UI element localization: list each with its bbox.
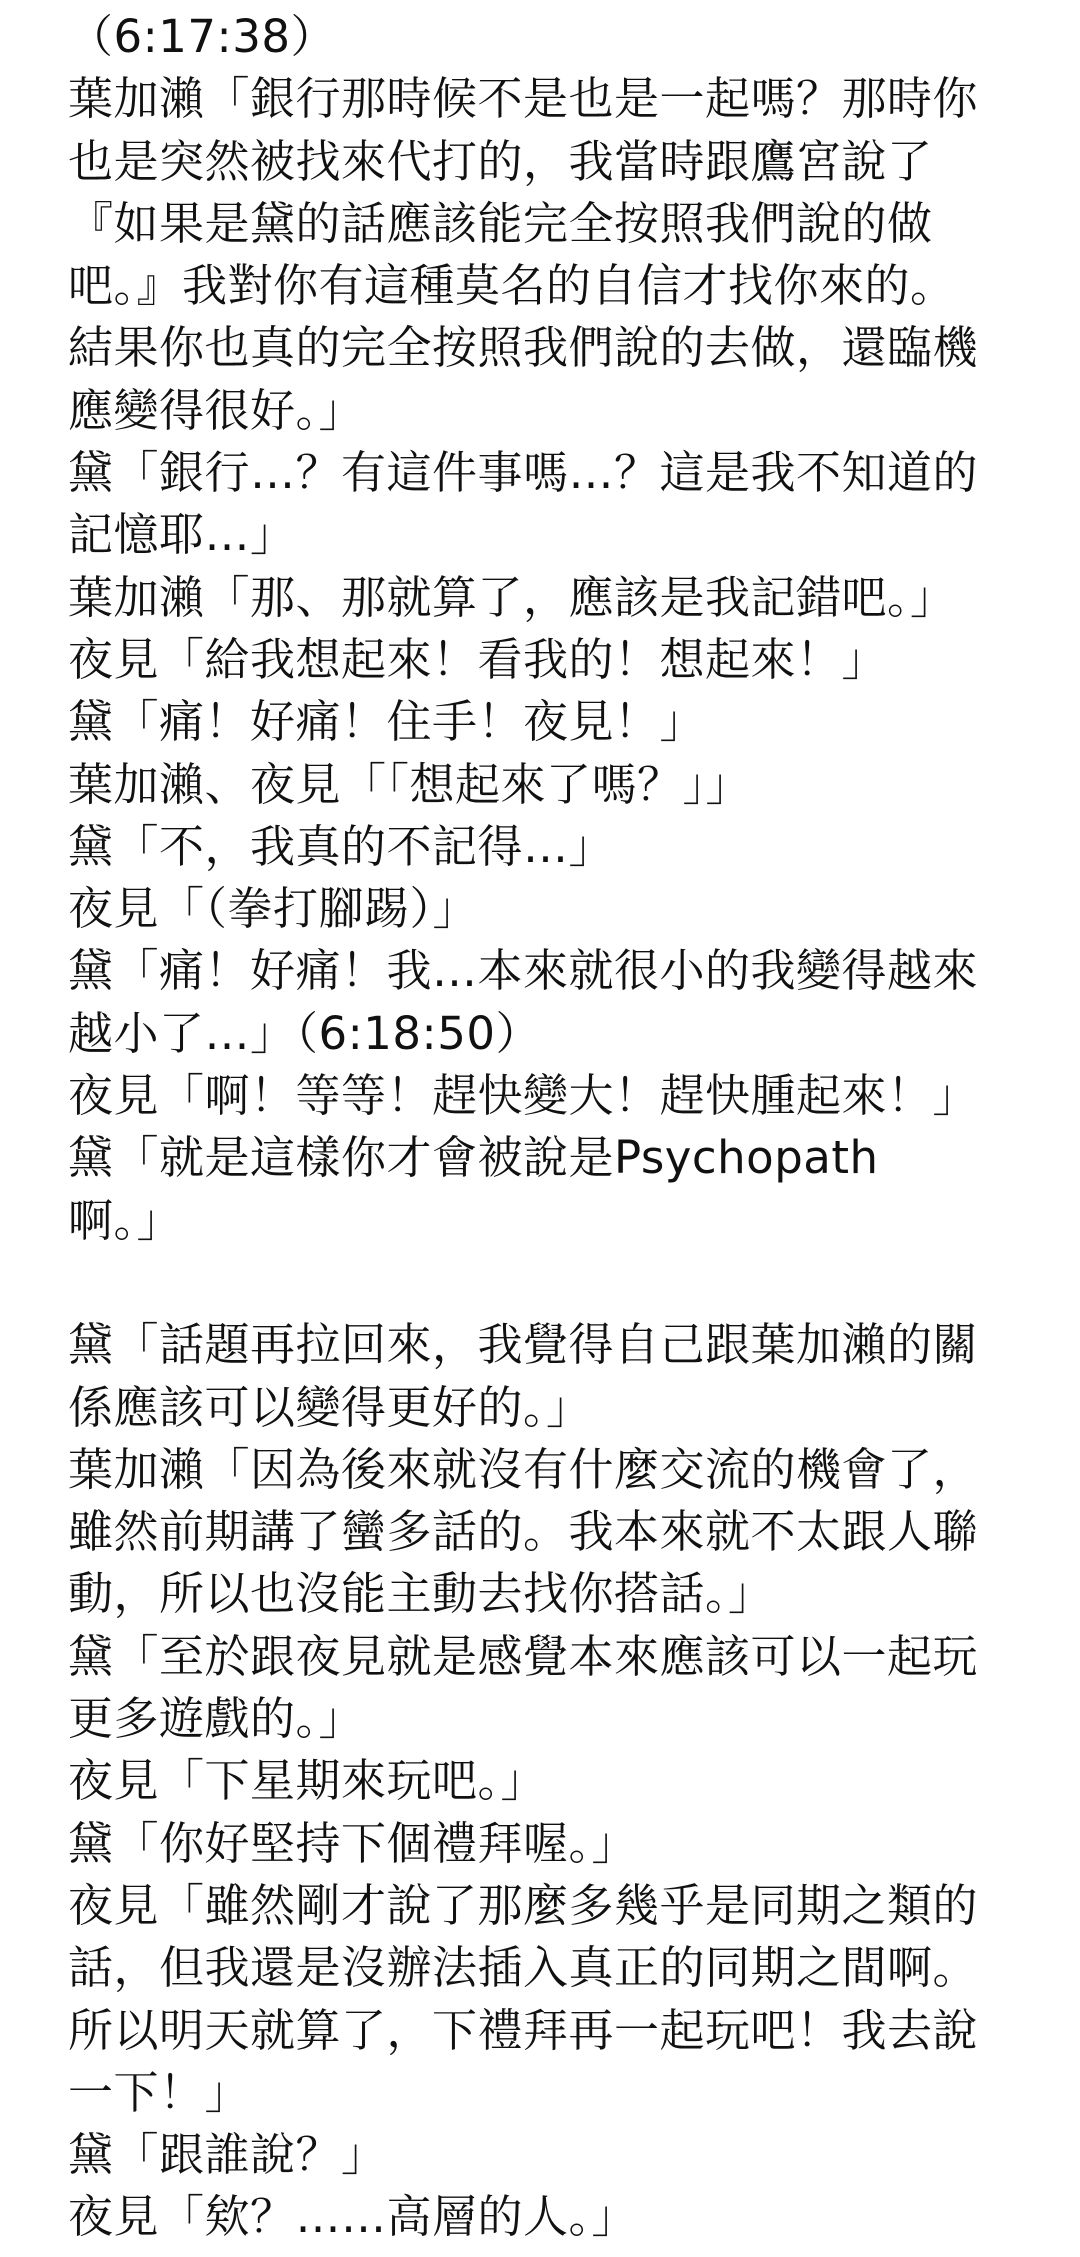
dialogue-line: 應變得很好。」 — [68, 383, 365, 437]
dialogue-line: 記憶耶…」 — [68, 508, 296, 562]
dialogue-line: 結果你也真的完全按照我們說的去做，還臨機 — [68, 321, 979, 375]
dialogue-line: 黛「不，我真的不記得…」 — [68, 819, 615, 873]
dialogue-line: 一下！」 — [68, 2065, 251, 2119]
dialogue-line: 黛「痛！好痛！我…本來就很小的我變得越來 — [68, 944, 979, 998]
dialogue-line: 啊。」 — [68, 1193, 183, 1247]
dialogue-line: 也是突然被找來代打的，我當時跟鷹宮說了 — [68, 134, 933, 188]
paragraph-gap — [68, 1252, 1068, 1314]
dialogue-line: 葉加瀨「那、那就算了，應該是我記錯吧。」 — [68, 570, 956, 624]
dialogue-line: 夜見「（拳打腳踢）」 — [68, 882, 479, 936]
dialogue-line: 夜見「欸？……高層的人。」 — [68, 2190, 638, 2244]
dialogue-line: 夜見「給我想起來！看我的！想起來！」 — [68, 632, 888, 686]
dialogue-line: 動，所以也沒能主動去找你搭話。」 — [68, 1567, 774, 1621]
dialogue-line: 黛「痛！好痛！住手！夜見！」 — [68, 695, 706, 749]
dialogue-line: 越小了…」（6:18:50） — [68, 1006, 541, 1060]
dialogue-line: 夜見「雖然剛才說了那麼多幾乎是同期之類的 — [68, 1878, 979, 1932]
dialogue-line: 葉加瀨「銀行那時候不是也是一起嗎？那時你 — [68, 72, 979, 126]
dialogue-line: 更多遊戲的。」 — [68, 1692, 365, 1746]
dialogue-line: 夜見「下星期來玩吧。」 — [68, 1754, 547, 1808]
dialogue-line: 話，但我還是沒辦法插入真正的同期之間啊。 — [68, 1941, 979, 1995]
dialogue-line: 『如果是黛的話應該能完全按照我們說的做 — [68, 196, 933, 250]
dialogue-line: 所以明天就算了，下禮拜再一起玩吧！我去說 — [68, 2003, 979, 2057]
dialogue-line: 黛「跟誰說？」 — [68, 2128, 387, 2182]
dialogue-line: 夜見「啊！等等！趕快變大！趕快腫起來！」 — [68, 1069, 979, 1123]
dialogue-line: 黛「你好堅持下個禮拜喔。」 — [68, 1816, 638, 1870]
dialogue-line: 黛「銀行…？有這件事嗎…？這是我不知道的 — [68, 446, 979, 500]
dialogue-line: 雖然前期講了蠻多話的。我本來就不太跟人聯 — [68, 1505, 979, 1559]
dialogue-line: 葉加瀨「因為後來就沒有什麼交流的機會了， — [68, 1442, 979, 1496]
dialogue-line: 葉加瀨、夜見「「想起來了嗎？」」 — [68, 757, 752, 811]
transcript-text — [68, 6, 1068, 2249]
dialogue-line: 黛「至於跟夜見就是感覺本來應該可以一起玩 — [68, 1629, 979, 1683]
dialogue-line: 吧。』我對你有這種莫名的自信才找你來的。 — [68, 259, 956, 313]
timestamp-line: （6:17:38） — [68, 10, 336, 63]
dialogue-line: 黛「就是這樣你才會被說是Psychopath — [68, 1131, 879, 1185]
dialogue-line: 黛「話題再拉回來，我覺得自己跟葉加瀨的關 — [68, 1318, 979, 1372]
dialogue-line: 係應該可以變得更好的。」 — [68, 1380, 592, 1434]
